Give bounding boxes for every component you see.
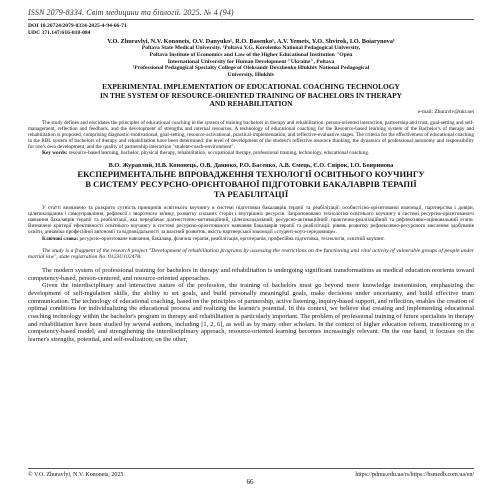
keywords-ua-text: ресурсно-орієнтоване навчання, бакалавр, фізична терапія, реабілітація, ерготерапія, професійна підготовка, технологія, освітній коучинг. [79,235,385,242]
copyright-text: © V.O. Zhuravlyi, N.V. Kononets, 2025 [28,472,124,478]
affiliation-5: University, Hlukhiv [227,71,275,78]
keywords-ua [28,236,474,242]
title-en-line-3: AND REHABILITATION [209,98,293,108]
footer-rule [28,468,474,469]
article-title-en [28,83,474,108]
article-title-ua [28,170,474,199]
keywords-en-text: resource-based learning, bachelor, physical therapy, rehabilitation, occupational therapy, professional training, technology, educational coaching. [68,150,370,157]
udc-line: UDC 371.147:616-018-084 [28,29,91,36]
title-en-line-2: IN THE SYSTEM OF RESOURCE-ORIENTED TRAINING OF BACHELORS IN THERAPY [100,90,402,100]
journal-header: ISSN 2079-8334. Світ медицини та біології. 2025. № 4 (94) [28,8,234,17]
article-page [28,8,474,344]
abstract-ua: У статті визначено та розкрито сутність принципів освітнього коучингу в системі підготовки бакалаврів терапії та реабілітації: особистісно-орієнтованої взаємодії, партнерства і довіри, цілепокладання і самоуправління, рефлексії і зворотного зв'язку, розвитку сильних сторін і внутрішніх ресурсів. Запропоновано технологію освітнього коучингу в системі ресурсно-орієнтованого навчання бакалаврів терапії та реабілітації, яка передбачає діагностично-мотиваційний, цілепокладальний, ресурсно-активаційний, практично-реалізаційний та рефлексивно-оцінювальний етапи. Визначено критерії ефективності освітнього коучингу в системі ресурсно-орієнтованого навчання бакалаврів терапії та реабілітації: рівень розвитку рефлексивно-ресурсного мислення здобувачів освіти, динаміка професійної автономії та відповідальності за власний розвиток, якість партнерської взаємодії «студент-коуч-середовище». [28,205,474,236]
body-paragraph-1: The modern system of professional training for bachelors in therapy and rehabilitation is undergoing significant transformations as medical education reorients toward competency-based, person-centered, and resource-oriented approaches. [28,266,474,282]
abstract-en: The study defines and elucidates the principles of educational coaching in the system of training bachelors in therapy and rehabilitation: person-oriented interaction, partnership and trust, goal-setting and self-management, reflection and feedback, and the development of strengths and internal resources. A technology of educational coaching for the Resource-based learning system of the Bachelor's of therapy and rehabilitation is proposed, comprising diagnostic-motivational, goal-setting, resource-activational, practical-implementation, and reflective-evaluative stages. The criteria for the effectiveness of educational coaching in the RBL system of bachelors of therapy and rehabilitation have been determined: the level of development of the student's reflective resource thinking, the dynamics of professional autonomy and responsibility for one's own development, and the quality of partnership interaction "student-coach-environment". [28,119,474,150]
title-en-line-1: EXPERIMENTAL IMPLEMENTATION OF EDUCATIONAL COACHING TECHNOLOGY [102,82,400,92]
doi-line: DOI 10.26724/2079-8334-2025-4-94-66-71 [28,23,127,29]
title-ua-line-3: ТА РЕАБІЛІТАЦІЇ [213,188,289,199]
body-paragraph-2: Given the interdisciplinary and interactive nature of the profession, the training of bachelors must go beyond mere knowledge transmission, emphasizing the development of self-regulation skills, the ability to set goals, and build personally meaningful goals, make decisions under uncertainty, and build effective team communication. The technology of educational coaching, based on the principles of partnership, active listening, inquiry-based support, and reflection, enables the creation of optimal conditions for individualizing the educational process and realizing the learner's potential. In this context, we believe that creating and implementing educational coaching technology within the bachelor's program in therapy and rehabilitation is particularly important. The problem of professional training of future specialists in therapy and rehabilitation have been studied by several authors, including [1, 2, 6], as well as by many other scholars. In the context of higher education reform, transitioning to a competency-based model, and strengthening the interdisciplinary approach, resource-oriented learning becomes increasingly relevant. On the one hand, it focuses on the learner's strengths, potential, and self-realization; on the other, [28,282,474,344]
header-rule [28,19,474,20]
authors-ua: В.О. Журавлий, Н.В. Кононець, О.В. Данюко, Р.О. Басенко, А.В. Ємець, Є.О. Свірок, І.О. Бояринова [108,162,394,170]
authors-en: V.O. Zhuravlyi, N.V. Kononets, O.V. Danyuko¹, R.O. Basenko¹, A.V. Yemets, Y.O. Shvirok, I.O. Boiarynova¹ [107,38,395,46]
affiliation-3: International University for Human Development "Ukraine", Poltava [167,58,335,65]
research-project-note: The study is a fragment of the research project "Development of rehabilitation programs by assessing the restrictions on the functioning and vital activity of vulnerable groups of people under martial law", state registration No. 0123U102478. [28,247,474,261]
contact-email[interactable]: e-mail: Zhuravlv@ukr.net [417,108,474,115]
keywords-en [28,150,474,156]
title-ua-line-2: В СИСТЕМУ РЕСУРСНО-ОРІЄНТОВАНОЇ ПІДГОТОВКИ БАКАЛАВРІВ ТЕРАПІЇ [85,178,417,189]
keywords-en-label: Key words: [42,150,68,157]
journal-url[interactable]: https://pdmu.edu.ua/rs/https://bsmedb.com.ua/en/ [355,472,474,478]
page-number: 66 [246,478,254,486]
title-ua-line-1: ЕКСПЕРИМЕНТАЛЬНЕ ВПРОВАДЖЕННЯ ТЕХНОЛОГІЇ ОСВІТНЬОГО КОУЧИНГУ [77,169,425,180]
affiliation-2: Poltava Institute of Economics and Law of the Higher Educational Institution "Open [149,51,353,58]
affiliation-1: Poltava State Medical University, ¹Poltava V.G. Korolenko National Pedagogical University, [141,45,361,52]
keywords-ua-label: Ключові слова: [42,235,79,242]
affiliation-4: ¹Professional Pedagogical Specialty College of Oleksandr Dovzhenko Hlukhiv National Pedagogical [132,65,370,72]
